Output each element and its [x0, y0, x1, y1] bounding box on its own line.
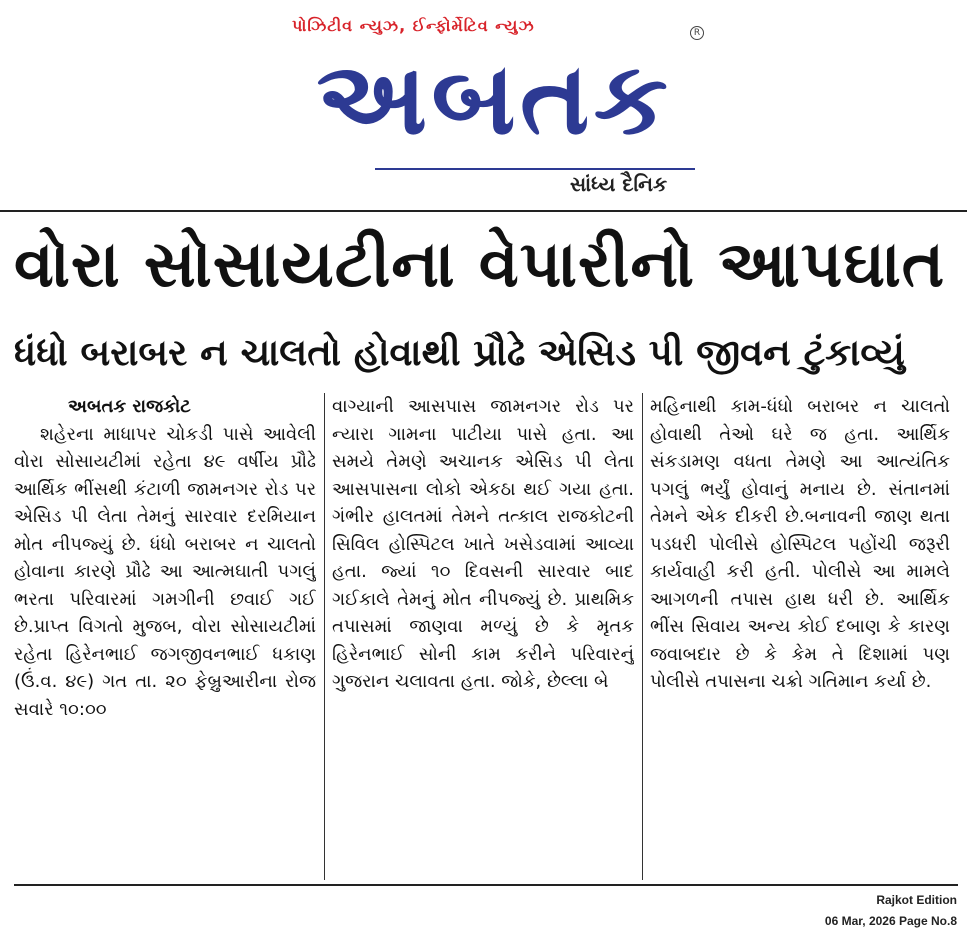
column-divider: [324, 393, 325, 880]
article-column-1: [14, 393, 316, 880]
masthead-tagline: પોઝિટીવ ન્યુઝ, ઈન્ફોર્મેટિવ ન્યુઝ: [292, 16, 535, 35]
newspaper-logo: અબતક: [316, 40, 673, 157]
column-2-text: વાગ્યાની આસપાસ જામનગર રોડ પર ન્યારા ગામના પાટીયા પાસે હતા. આ સમયે તેમણે અચાનક એસિડ પી લેતા આસપાસના લોકો એકઠા થઈ ગયા હતા. ગંભીર હાલતમાં તેમને તત્કાલ રાજકોટની સિવિલ હોસ્પિટલ ખાતે ખસેડવામાં આવ્યા હતા. જ્યાં ૧૦ દિવસની સારવાર બાદ ગઈકાલે તેમનું મોત નીપજ્યું છે. પ્રાથમિક તપાસમાં જાણવા મળ્યું છે કે મૃતક હિરેનભાઈ સોની કામ કરીને પરિવારનું ગુજરાન ચલાવતા હતા. જોકે, છેલ્લા બે: [332, 396, 634, 692]
column-divider: [642, 393, 643, 880]
footer-divider: [14, 884, 958, 886]
edition-label: Rajkot Edition: [876, 893, 957, 907]
registered-mark-icon: R: [690, 26, 704, 40]
page-info: 06 Mar, 2026 Page No.8: [824, 914, 957, 928]
article-column-3: [650, 393, 950, 880]
article-headline: વોરા સોસાયટીના વેપારીનો આપઘાત: [14, 228, 946, 302]
article-body: [14, 393, 949, 880]
edition-type: સાંધ્ય દૈનિક: [570, 172, 668, 196]
masthead: [0, 0, 967, 210]
logo-underline: [375, 168, 695, 170]
article-subheadline: ધંધો બરાબર ન ચાલતો હોવાથી પ્રૌઢે એસિડ પી જીવન ટુંકાવ્યું: [14, 331, 905, 374]
column-1-text: શહેરના માધાપર ચોકડી પાસે આવેલી વોરા સોસાયટીમાં રહેતા ૪૯ વર્ષીય પ્રૌઢે આર્થિક ભીંસથી કંટાળી જામનગર રોડ પર એસિડ પી લેતા તેમનું સારવાર દરમિયાન મોત નીપજ્યું છે. ધંધો બરાબર ન ચાલતો હોવાના કારણે પ્રૌઢે આ આત્મઘાતી પગલું ભરતા પરિવારમાં ગમગીની છવાઈ ગઈ છે.પ્રાપ્ત વિગતો મુજબ, વોરા સોસાયટીમાં રહેતા હિરેનભાઈ જગજીવનભાઈ ધકાણ (ઉં.વ. ૪૯) ગત તા. ૨૦ ફેબ્રુઆરીના રોજ સવારે ૧૦:૦૦: [14, 423, 316, 720]
column-3-text: મહિનાથી કામ-ધંધો બરાબર ન ચાલતો હોવાથી તેઓ ઘરે જ હતા. આર્થિક સંકડામણ વધતા તેમણે આ આત્યંતિક પગલું ભર્યું હોવાનું મનાય છે. સંતાનમાં તેમને એક દીકરી છે.બનાવની જાણ થતા પડધરી પોલીસે હોસ્પિટલ પહોંચી જરૂરી કાર્યવાહી કરી હતી. પોલીસે આ મામલે આગળની તપાસ હાથ ધરી છે. આર્થિક ભીંસ સિવાય અન્ય કોઈ દબાણ કે કારણ જવાબદાર છે કે કેમ તે દિશામાં પણ પોલીસે તપાસના ચક્રો ગતિમાન કર્યા છે.: [650, 396, 950, 692]
article-column-2: [332, 393, 634, 880]
masthead-divider: [0, 210, 967, 212]
article-dateline: અબતક રાજકોટ: [68, 396, 191, 417]
